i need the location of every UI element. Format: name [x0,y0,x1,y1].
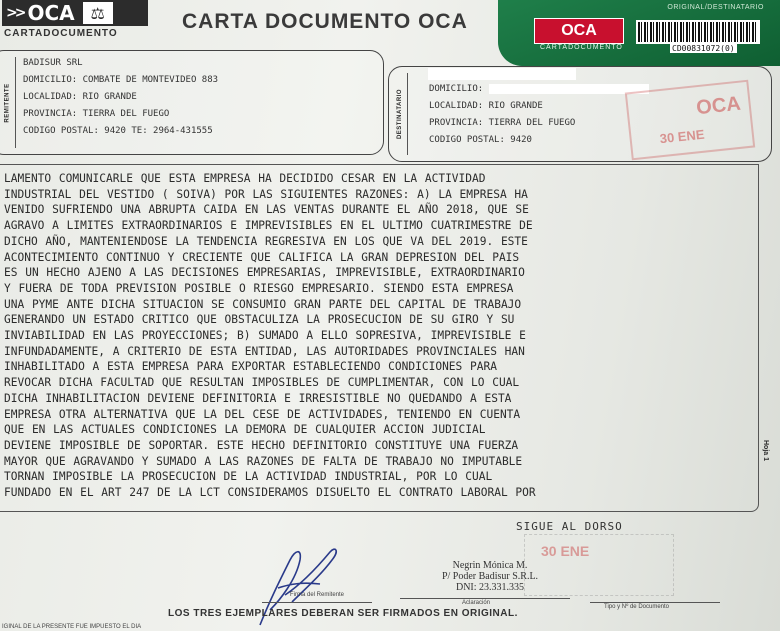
clarification-label: Aclaración [462,600,491,606]
oca-logo [2,0,148,26]
body-line: INHABILITADO A ESTA EMPRESA PARA EXPORTAR ESTABLECIENDO CONDICIONES PARA [4,360,497,374]
recipient-line: LOCALIDAD: RIO GRANDE [429,101,543,111]
logo-subtitle: CARTADOCUMENTO [4,28,118,39]
page-title: CARTA DOCUMENTO OCA [182,10,468,33]
body-line: Y FUERA DE TODA PREVISION POSIBLE O RIESGO EMPRESARIO. SIENDO ESTA EMPRESA [4,281,514,295]
sender-address [23,55,218,140]
signer-name: Negrin Mónica M. [452,560,528,571]
scale-icon: ⚖ [83,2,113,24]
body-line: INVIABILIDAD EN LAS PROYECCIONES; B) SUMADO A ELLO SOPRESIVA, IMPREVISIBLE E [4,329,526,343]
body-line: EMPRESA OTRA ALTERNATIVA QUE LA DEL CESE DE ACTIVIDADES, TENIENDO EN CUENTA [4,407,521,421]
recipient-line: DOMICILIO: [429,81,649,98]
body-line: GENERANDO UN ESTADO CRITICO QUE OBSTACULIZA LA PROSECUCION DE SU GIRO Y SU [4,313,515,327]
received-stamp [625,80,755,161]
sender-label: REMITENTE [1,57,16,148]
body-line: REVOCAR DICHA FACULTAD QUE RESULTAN IMPOSIBLES DE CUMPLIMENTAR, CON LO CUAL [4,376,520,390]
body-line: DICHA INHABILITACION DEVIENE DEFINITORIA E IRRESISTIBLE NO QUEDANDO A ESTA [4,391,512,405]
recipient-line: CODIGO POSTAL: 9420 [429,135,532,145]
body-line: AGRAVO A LIMITES EXTRAORDINARIOS E IMPREVISIBLES EN EL ULTIMO CUATRIMESTRE DE [4,219,533,233]
id-line [590,602,720,603]
id-label: Tipo y Nº de Documento [604,604,669,610]
sender-line: BADISUR SRL [23,58,83,68]
signature-label: Firma del Remitente [290,592,345,598]
redaction-bar [428,68,576,80]
side-tab: Hoja 1 [761,439,769,461]
letter-text [4,171,750,501]
body-line: DEVIENE IMPOSIBLE DE SOPORTAR. ESTE HECHO DEFINITORIO CONSTITUYE UNA FUERZA [4,438,519,452]
body-line: TORNAN IMPOSIBLE LA PROSECUCION DE LA ACTIVIDAD INDUSTRIAL, POR LO CUAL [4,470,493,484]
signer-role: P/ Poder Badisur S.R.L. [441,571,539,582]
chevron-logo-icon: >> [6,5,24,21]
date-stamp: 30 ENE [524,534,674,596]
recipient-address [429,81,649,149]
signer-dni: DNI: 23.331.335 [455,582,525,593]
body-line: VENIDO SUFRIENDO UNA ABRUPTA CAIDA EN LAS VENTAS DURANTE EL AÑO 2018, QUE SE [4,203,529,217]
stamp-badge: OCA [534,18,624,44]
sender-box [0,50,384,155]
body-line: INDUSTRIAL DEL VESTIDO ( SOIVA) POR LAS SIGUIENTES RAZONES: A) LA EMPRESA HA [4,187,528,201]
body-line: LAMENTO COMUNICARLE QUE ESTA EMPRESA HA DECIDIDO CESAR EN LA ACTIVIDAD [4,172,486,185]
signer-block [430,560,550,593]
signature-line [262,602,372,603]
body-line: INFUNDADAMENTE, A CRITERIO DE ESTA ENTIDAD, LAS AUTORIDADES PROVINCIALES HAN [4,344,525,358]
logo-text: OCA [27,1,75,25]
body-line: DICHO AÑO, MANTENIENDOSE LA TENDENCIA REGRESIVA EN LOS QUE VA DEL 2019. ESTE [4,234,528,248]
stamp-header: ORIGINAL/DESTINATARIO [667,4,764,11]
received-stamp-date: 30 ENE [659,126,706,147]
sender-line: DOMICILIO: COMBATE DE MONTEVIDEO 883 [23,75,219,85]
body-line: UNA PYME ANTE DICHA SITUACION SE CONSUMIO GRAN PARTE DEL CAPITAL DE TRABAJO [4,297,522,311]
clarification-line [400,598,570,599]
footer-fine-print: IGINAL DE LA PRESENTE FUE IMPUESTO EL DIA [2,624,142,630]
sender-line: CODIGO POSTAL: 9420 TE: 2964-431555 [23,126,213,136]
barcode-icon [636,20,760,44]
body-line: FUNDADO EN EL ART 247 DE LA LCT CONSIDERAMOS DISUELTO EL CONTRATO LABORAL POR [4,486,536,500]
body-line: MAYOR QUE AGRAVANDO Y SUMADO A LAS RAZONES DE FALTA DE TRABAJO NO IMPUTABLE [4,454,523,468]
continue-note: SIGUE AL DORSO [516,520,623,533]
recipient-line: PROVINCIA: TIERRA DEL FUEGO [429,118,576,128]
letter-body [0,164,759,512]
body-line: QUE EN LAS ACTUALES CONDICIONES LA DEMORA DE CUALQUIER ACCION JUDICIAL [4,423,486,437]
sender-line: PROVINCIA: TIERRA DEL FUEGO [23,109,170,119]
stamp-subtitle: CARTADOCUMENTO [540,44,623,51]
recipient-label: DESTINATARIO [393,73,408,155]
body-line: ES UN HECHO AJENO A LAS DECISIONES EMPRESARIAS, IMPREVISIBLE, EXTRAORDINARIO [4,266,525,280]
postage-stamp [498,0,780,66]
footer-note: LOS TRES EJEMPLARES DEBERAN SER FIRMADOS EN ORIGINAL. [168,608,518,619]
received-stamp-brand: OCA [695,92,742,120]
sender-line: LOCALIDAD: RIO GRANDE [23,92,137,102]
body-line: ACONTECIMIENTO CONTINUO Y CRECIENTE QUE CALIFICA LA GRAN DEPRESION DEL PAIS [4,250,520,264]
tracking-code: CD00831072(0) [672,44,735,53]
